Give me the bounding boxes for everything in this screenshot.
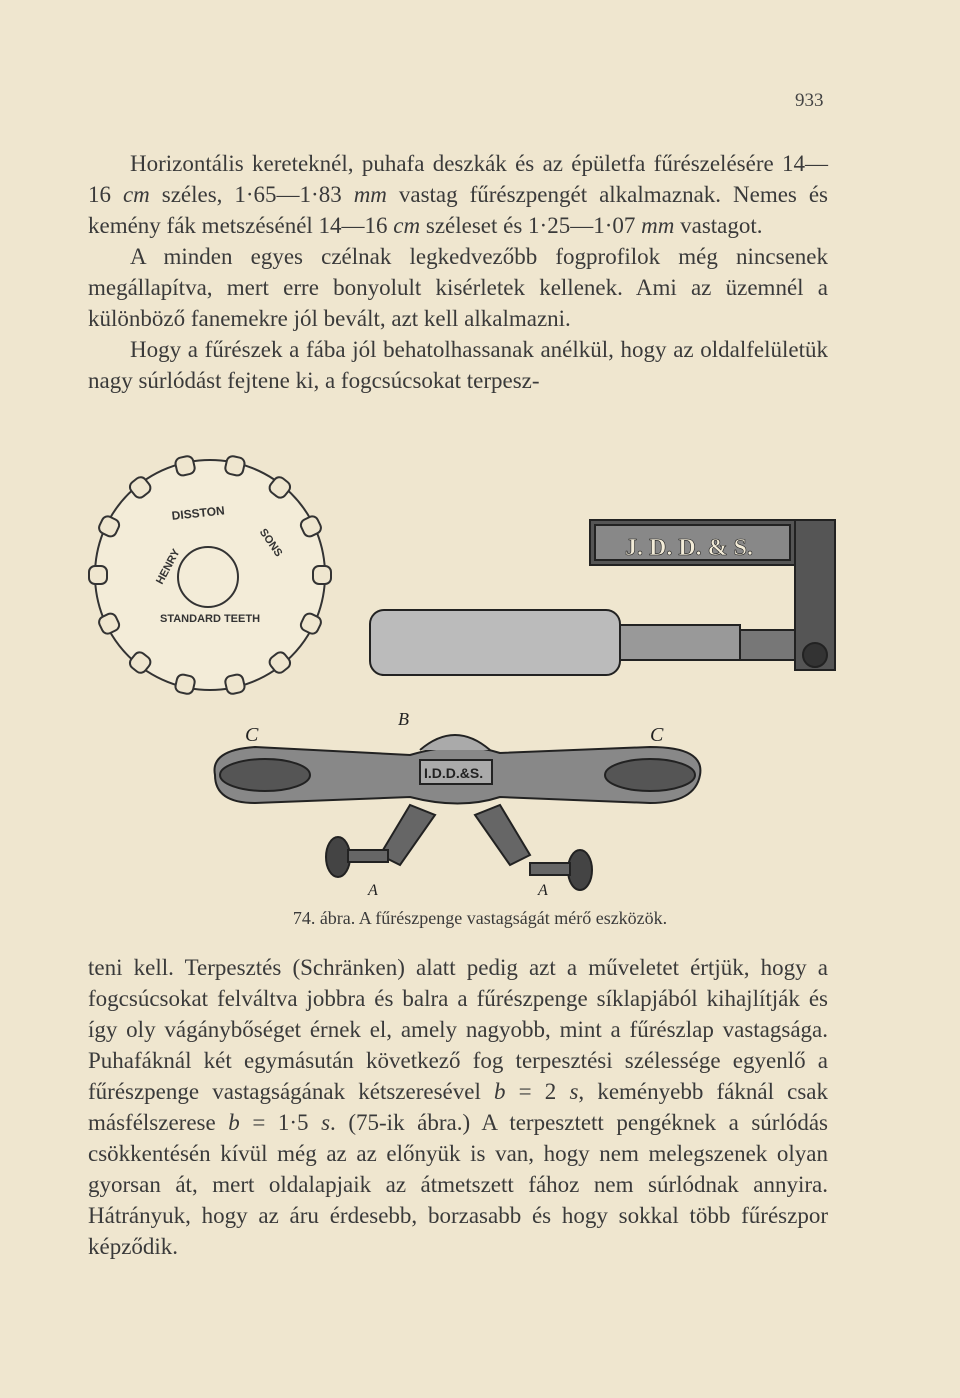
text-run: , keményebb fáknál csak másfélszerese bbox=[88, 1079, 828, 1135]
text-run: . (75-ik ábra.) A terpesztett pengéknek a súrlódás csökkentésén kívül még az az előnyük is van, hogy nem melegszenek olyan gyorsan át, mert oldalapjaik az átmetszett fához nem súrlódnak annyira. Hátrányuk, hogy az áru érdesebb, borzasabb és hogy sokkal több fűrészpor képződik. bbox=[88, 1110, 828, 1259]
gauge-notch bbox=[224, 673, 246, 695]
paragraph bbox=[88, 952, 828, 1262]
clamp-gauge bbox=[370, 520, 835, 675]
text-run: A minden egyes czélnak legkedvezőbb fogprofilok még nincsenek megállapítva, mert erre bonyolult kisérletek kellenek. Ami az üzemnél a különböző fanemekre jól bevált, azt kell alkalmazni. bbox=[88, 244, 828, 331]
label-c-right: C bbox=[650, 724, 664, 746]
text-run: Horizontális kereteknél, puhafa deszkák és az épületfa fűrészelésére 14—16 bbox=[88, 151, 828, 207]
figure-caption: 74. ábra. A fűrészpenge vastagságát mérő eszközök. bbox=[292, 908, 668, 928]
gauge-text-sons: SONS bbox=[256, 526, 285, 560]
gauge-notch bbox=[174, 455, 196, 477]
text-run: teni kell. Terpesztés (Schränken) alatt pedig azt a műveletet értjük, hogy a fogcsúcsokat felváltva jobbra és balra a fűrészpenge síklapjából kihajlítják és így oly vágánybőséget érnek el, amely nagyobb, mint a fűrészlap vastagsága. Puhafáknál két egymásután következő fog terpesztési szélessége egyenlő a fűrészpenge vastagságának kétszeresével bbox=[88, 955, 828, 1104]
page-number: 933 bbox=[795, 90, 824, 111]
gauge-notch bbox=[174, 673, 196, 695]
italic-term: b bbox=[494, 1079, 506, 1104]
label-c-left: C bbox=[245, 724, 259, 746]
gauge-text-top: DISSTON bbox=[171, 503, 226, 523]
clamp-stamp: J. D. D. & S. bbox=[625, 535, 754, 561]
text-run: Hogy a fűrészek a fába jól behatolhassanak anélkül, hogy az oldalfelületük nagy súrlódást fejtene ki, a fogcsúcsokat terpesz- bbox=[88, 337, 828, 393]
italic-term: mm bbox=[353, 182, 387, 207]
gauge-notch bbox=[224, 455, 246, 477]
gauge-text-side: HENRY bbox=[154, 547, 183, 587]
italic-term: s bbox=[321, 1110, 331, 1135]
label-a-left: A bbox=[368, 882, 378, 895]
italic-term: s bbox=[569, 1079, 579, 1104]
label-a-right: A bbox=[538, 882, 548, 895]
italic-term: mm bbox=[641, 213, 675, 238]
paragraph bbox=[88, 334, 828, 396]
label-b: B bbox=[398, 709, 409, 729]
saw-gauge-disc bbox=[89, 455, 331, 695]
body-text-top bbox=[88, 148, 828, 396]
saw-set-tool bbox=[215, 709, 701, 895]
text-run: = 1·5 bbox=[239, 1110, 322, 1135]
text-run: széleset és 1·25—1·07 bbox=[420, 213, 642, 238]
gauge-text-bottom: STANDARD TEETH bbox=[160, 613, 261, 625]
text-run: széles, 1·65—1·83 bbox=[149, 182, 354, 207]
paragraph bbox=[88, 241, 828, 334]
spreader-stamp: I.D.D.&S. bbox=[424, 765, 484, 781]
body-text-bottom bbox=[88, 952, 828, 1262]
italic-term: cm bbox=[393, 213, 421, 238]
gauge-notch bbox=[313, 566, 331, 584]
gauge-notch bbox=[89, 566, 107, 584]
text-run: vastagot. bbox=[674, 213, 763, 238]
figure-74 bbox=[80, 425, 860, 895]
italic-term: b bbox=[228, 1110, 240, 1135]
italic-term: cm bbox=[122, 182, 150, 207]
paragraph bbox=[88, 148, 828, 241]
text-run: vastag fűrészpengét alkalmaznak. Nemes és kemény fák metszésénél 14—16 bbox=[88, 182, 828, 238]
text-run: = 2 bbox=[505, 1079, 570, 1104]
